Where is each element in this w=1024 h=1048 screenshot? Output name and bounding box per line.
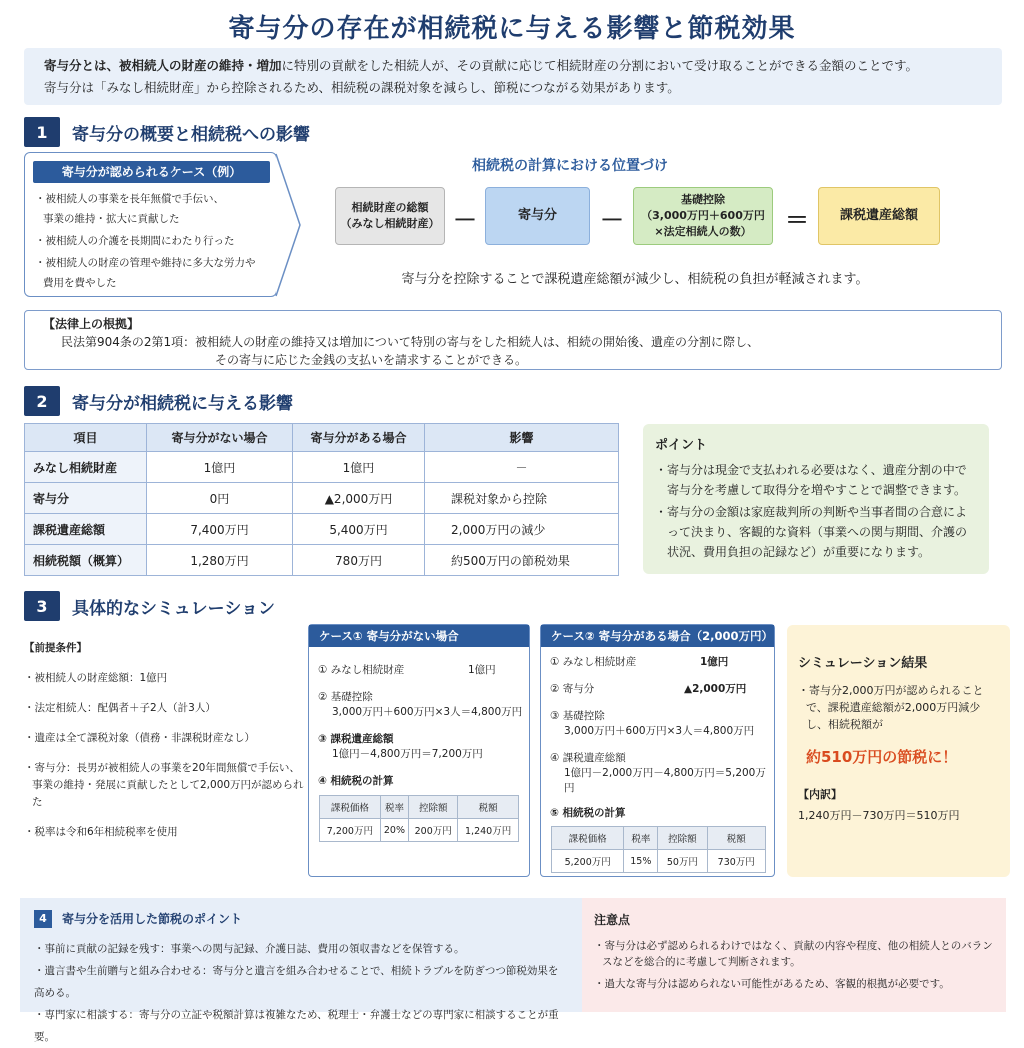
formula-title: 相続税の計算における位置づけ — [472, 158, 668, 174]
caution-item: ・寄与分は必ず認められるわけではなく、貢献の内容や程度、他の相続人とのバランスなどを総合的に考慮して判断されます。 — [594, 940, 993, 968]
column-header: 税率 — [380, 796, 408, 819]
case-2-item: ④ 課税遺産総額 1億円－2,000万円－4,800万円＝5,200万円 — [550, 752, 766, 794]
column-header: 寄与分がない場合 — [147, 424, 293, 452]
table-cell: 課税対象から控除 — [425, 483, 619, 514]
breakdown-title: 【内訳】 — [798, 788, 842, 801]
legal-basis-title: 【法律上の根拠】 — [43, 317, 140, 331]
case-1-item: ③ 課税遺産総額 1億円－4,800万円＝7,200万円 — [318, 733, 483, 760]
premise-title: 【前提条件】 — [24, 642, 87, 654]
caution-box — [582, 898, 1006, 1012]
premise-item: ・寄与分：長男が被相続人の事業を20年間無償で手伝い、 事業の維持・発展に貢献したとして2,000万円が認められた — [24, 762, 304, 808]
case-1-item: ① みなし相続財産 1億円 — [318, 664, 496, 676]
minus-operator: － — [600, 206, 624, 234]
case-1-card — [308, 624, 530, 877]
minus-operator: － — [453, 206, 477, 234]
row-header: みなし相続財産 — [25, 452, 147, 483]
case-examples-box — [24, 152, 277, 297]
case-2-item: ③ 基礎控除 3,000万円＋600万円×3人＝4,800万円 — [550, 710, 755, 737]
table-cell: 1,280万円 — [147, 545, 293, 576]
case-2-tax-table — [551, 826, 766, 873]
table-cell: 1億円 — [147, 452, 293, 483]
formula-box-total-assets: 相続財産の総額 （みなし相続財産） — [335, 187, 445, 245]
case-2-card — [540, 624, 775, 877]
column-header: 影響 — [425, 424, 619, 452]
column-header: 税率 — [624, 827, 658, 850]
legal-basis-text-2: その寄与に応じた金銭の支払いを請求することができる。 — [215, 353, 528, 367]
table-row — [320, 819, 519, 842]
intro-line-1: 寄与分とは、被相続人の財産の維持・増加に特別の貢献をした相続人が、その貢献に応じて相続財産の分割において受け取ることができる金額のことです。 — [44, 58, 919, 73]
table-cell: － — [425, 452, 619, 483]
intro-box — [24, 48, 1002, 105]
section-4-header — [34, 908, 568, 930]
case-example-item: ・被相続人の介護を長期間にわたり行った — [35, 235, 235, 247]
point-item: ・寄与分の金額は家庭裁判所の判断や当事者間の合意によって決まり、客観的な資料（事業への関与期間、介護の状況、費用負担の記録など）が重要になります。 — [655, 505, 968, 559]
section-3-number: 3 — [24, 591, 60, 621]
impact-table — [24, 423, 619, 576]
simulation-result-title: シミュレーション結果 — [798, 656, 928, 671]
table-header-row — [320, 796, 519, 819]
case-1-heading: ケース① 寄与分がない場合 — [309, 625, 529, 647]
table-header-row — [25, 424, 619, 452]
point-box — [643, 424, 989, 574]
column-header: 寄与分がある場合 — [293, 424, 425, 452]
section-2-header — [24, 386, 293, 416]
formula-box-contribution: 寄与分 — [485, 187, 590, 245]
premise-item: ・遺産は全て課税対象（債務・非課税財産なし） — [24, 732, 255, 744]
column-header: 項目 — [25, 424, 147, 452]
legal-basis-text-1: 民法第904条の2第1項：被相続人の財産の維持又は増加について特別の寄与をした相続人は、相続の開始後、遺産の分割に際し、 — [61, 335, 759, 349]
column-header: 税額 — [707, 827, 766, 850]
section-4-number: 4 — [34, 910, 52, 928]
table-cell: 50万円 — [658, 850, 707, 873]
table-cell: 0円 — [147, 483, 293, 514]
table-cell: 20% — [380, 819, 408, 842]
section-4-title: 寄与分を活用した節税のポイント — [62, 912, 243, 926]
table-cell: 7,400万円 — [147, 514, 293, 545]
case-1-item: ④ 相続税の計算 — [318, 775, 394, 787]
case-2-item: ② 寄与分 ▲2,000万円 — [550, 683, 747, 695]
column-header: 課税価格 — [320, 796, 381, 819]
section-1-title: 寄与分の概要と相続税への影響 — [72, 124, 310, 145]
section-2-title: 寄与分が相続税に与える影響 — [72, 393, 293, 414]
caution-title: 注意点 — [594, 913, 631, 927]
breakdown-formula: 1,240万円－730万円＝510万円 — [798, 809, 960, 822]
case-2-heading: ケース② 寄与分がある場合（2,000万円） — [541, 625, 774, 647]
table-cell: 780万円 — [293, 545, 425, 576]
intro-line-2: 寄与分は「みなし相続財産」から控除されるため、相続税の課税対象を減らし、節税につながる効果があります。 — [44, 80, 680, 95]
case-2-item: ⑤ 相続税の計算 — [550, 807, 626, 819]
case-examples-heading: 寄与分が認められるケース（例） — [33, 161, 270, 183]
column-header: 控除額 — [658, 827, 707, 850]
tax-saving-point: ・専門家に相談する：寄与分の立証や税額計算は複雑なため、税理士・弁護士などの専門家に相談することが重要。 — [34, 1009, 559, 1043]
table-cell: 1,240万円 — [458, 819, 519, 842]
table-row — [25, 545, 619, 576]
table-row — [552, 850, 766, 873]
formula-box-basic-deduction: 基礎控除 （3,000万円＋600万円 ×法定相続人の数） — [633, 187, 773, 245]
table-cell: 730万円 — [707, 850, 766, 873]
savings-highlight: 約510万円の節税に！ — [806, 748, 958, 766]
row-header: 寄与分 — [25, 483, 147, 514]
table-cell: 1億円 — [293, 452, 425, 483]
table-header-row — [552, 827, 766, 850]
caution-item: ・過大な寄与分は認められない可能性があるため、客観的根拠が必要です。 — [594, 978, 950, 990]
legal-basis-box — [24, 310, 1002, 370]
case-1-item: ② 基礎控除 3,000万円＋600万円×3人＝4,800万円 — [318, 691, 523, 718]
table-cell: 2,000万円の減少 — [425, 514, 619, 545]
page-title: 寄与分の存在が相続税に与える影響と節税効果 — [228, 14, 796, 44]
premise-item: ・被相続人の財産総額：1億円 — [24, 672, 168, 684]
case-box-pointer — [276, 152, 306, 298]
section-1-header — [24, 117, 310, 147]
table-cell: 15% — [624, 850, 658, 873]
tax-saving-point: ・遺言書や生前贈与と組み合わせる：寄与分と遺言を組み合わせることで、相続トラブルを防ぎつつ節税効果を高める。 — [34, 965, 559, 999]
table-row — [25, 514, 619, 545]
table-cell: ▲2,000万円 — [293, 483, 425, 514]
section-3-title: 具体的なシミュレーション — [72, 598, 275, 619]
section-2-number: 2 — [24, 386, 60, 416]
formula-note: 寄与分を控除することで課税遺産総額が減少し、相続税の負担が軽減されます。 — [401, 272, 869, 287]
table-cell: 5,400万円 — [293, 514, 425, 545]
tax-saving-point: ・事前に貢献の記録を残す：事業への関与記録、介護日誌、費用の領収書などを保管する。 — [34, 943, 465, 955]
premise-item: ・税率は令和6年相続税率を使用 — [24, 826, 178, 838]
column-header: 税額 — [458, 796, 519, 819]
table-cell: 200万円 — [409, 819, 458, 842]
table-row — [25, 483, 619, 514]
case-2-item: ① みなし相続財産 1億円 — [550, 656, 729, 668]
simulation-result-box — [787, 625, 1010, 877]
case-examples-list — [35, 189, 275, 295]
table-cell: 7,200万円 — [320, 819, 381, 842]
table-cell: 約500万円の節税効果 — [425, 545, 619, 576]
row-header: 課税遺産総額 — [25, 514, 147, 545]
point-title: ポイント — [655, 438, 708, 453]
table-row — [25, 452, 619, 483]
premise-item: ・法定相続人：配偶者＋子2人（計3人） — [24, 702, 216, 714]
equals-operator: ＝ — [785, 206, 809, 234]
case-1-tax-table — [319, 795, 519, 842]
simulation-result-text: ・寄与分2,000万円が認められることで、課税遺産総額が2,000万円減少し、相続税額が — [798, 684, 984, 731]
section-1-number: 1 — [24, 117, 60, 147]
point-item: ・寄与分は現金で支払われる必要はなく、遺産分割の中で寄与分を考慮して取得分を増やすことで調整できます。 — [655, 463, 967, 497]
premise-conditions — [24, 640, 304, 853]
case-example-item: ・被相続人の事業を長年無償で手伝い、 事業の維持・拡大に貢献した — [35, 193, 224, 225]
section-3-header — [24, 591, 275, 621]
column-header: 控除額 — [409, 796, 458, 819]
column-header: 課税価格 — [552, 827, 624, 850]
case-example-item: ・被相続人の財産の管理や維持に多大な労力や 費用を費やした — [35, 257, 256, 289]
tax-saving-points-box — [20, 898, 582, 1043]
formula-box-taxable-estate: 課税遺産総額 — [818, 187, 940, 245]
table-cell: 5,200万円 — [552, 850, 624, 873]
row-header: 相続税額（概算） — [25, 545, 147, 576]
